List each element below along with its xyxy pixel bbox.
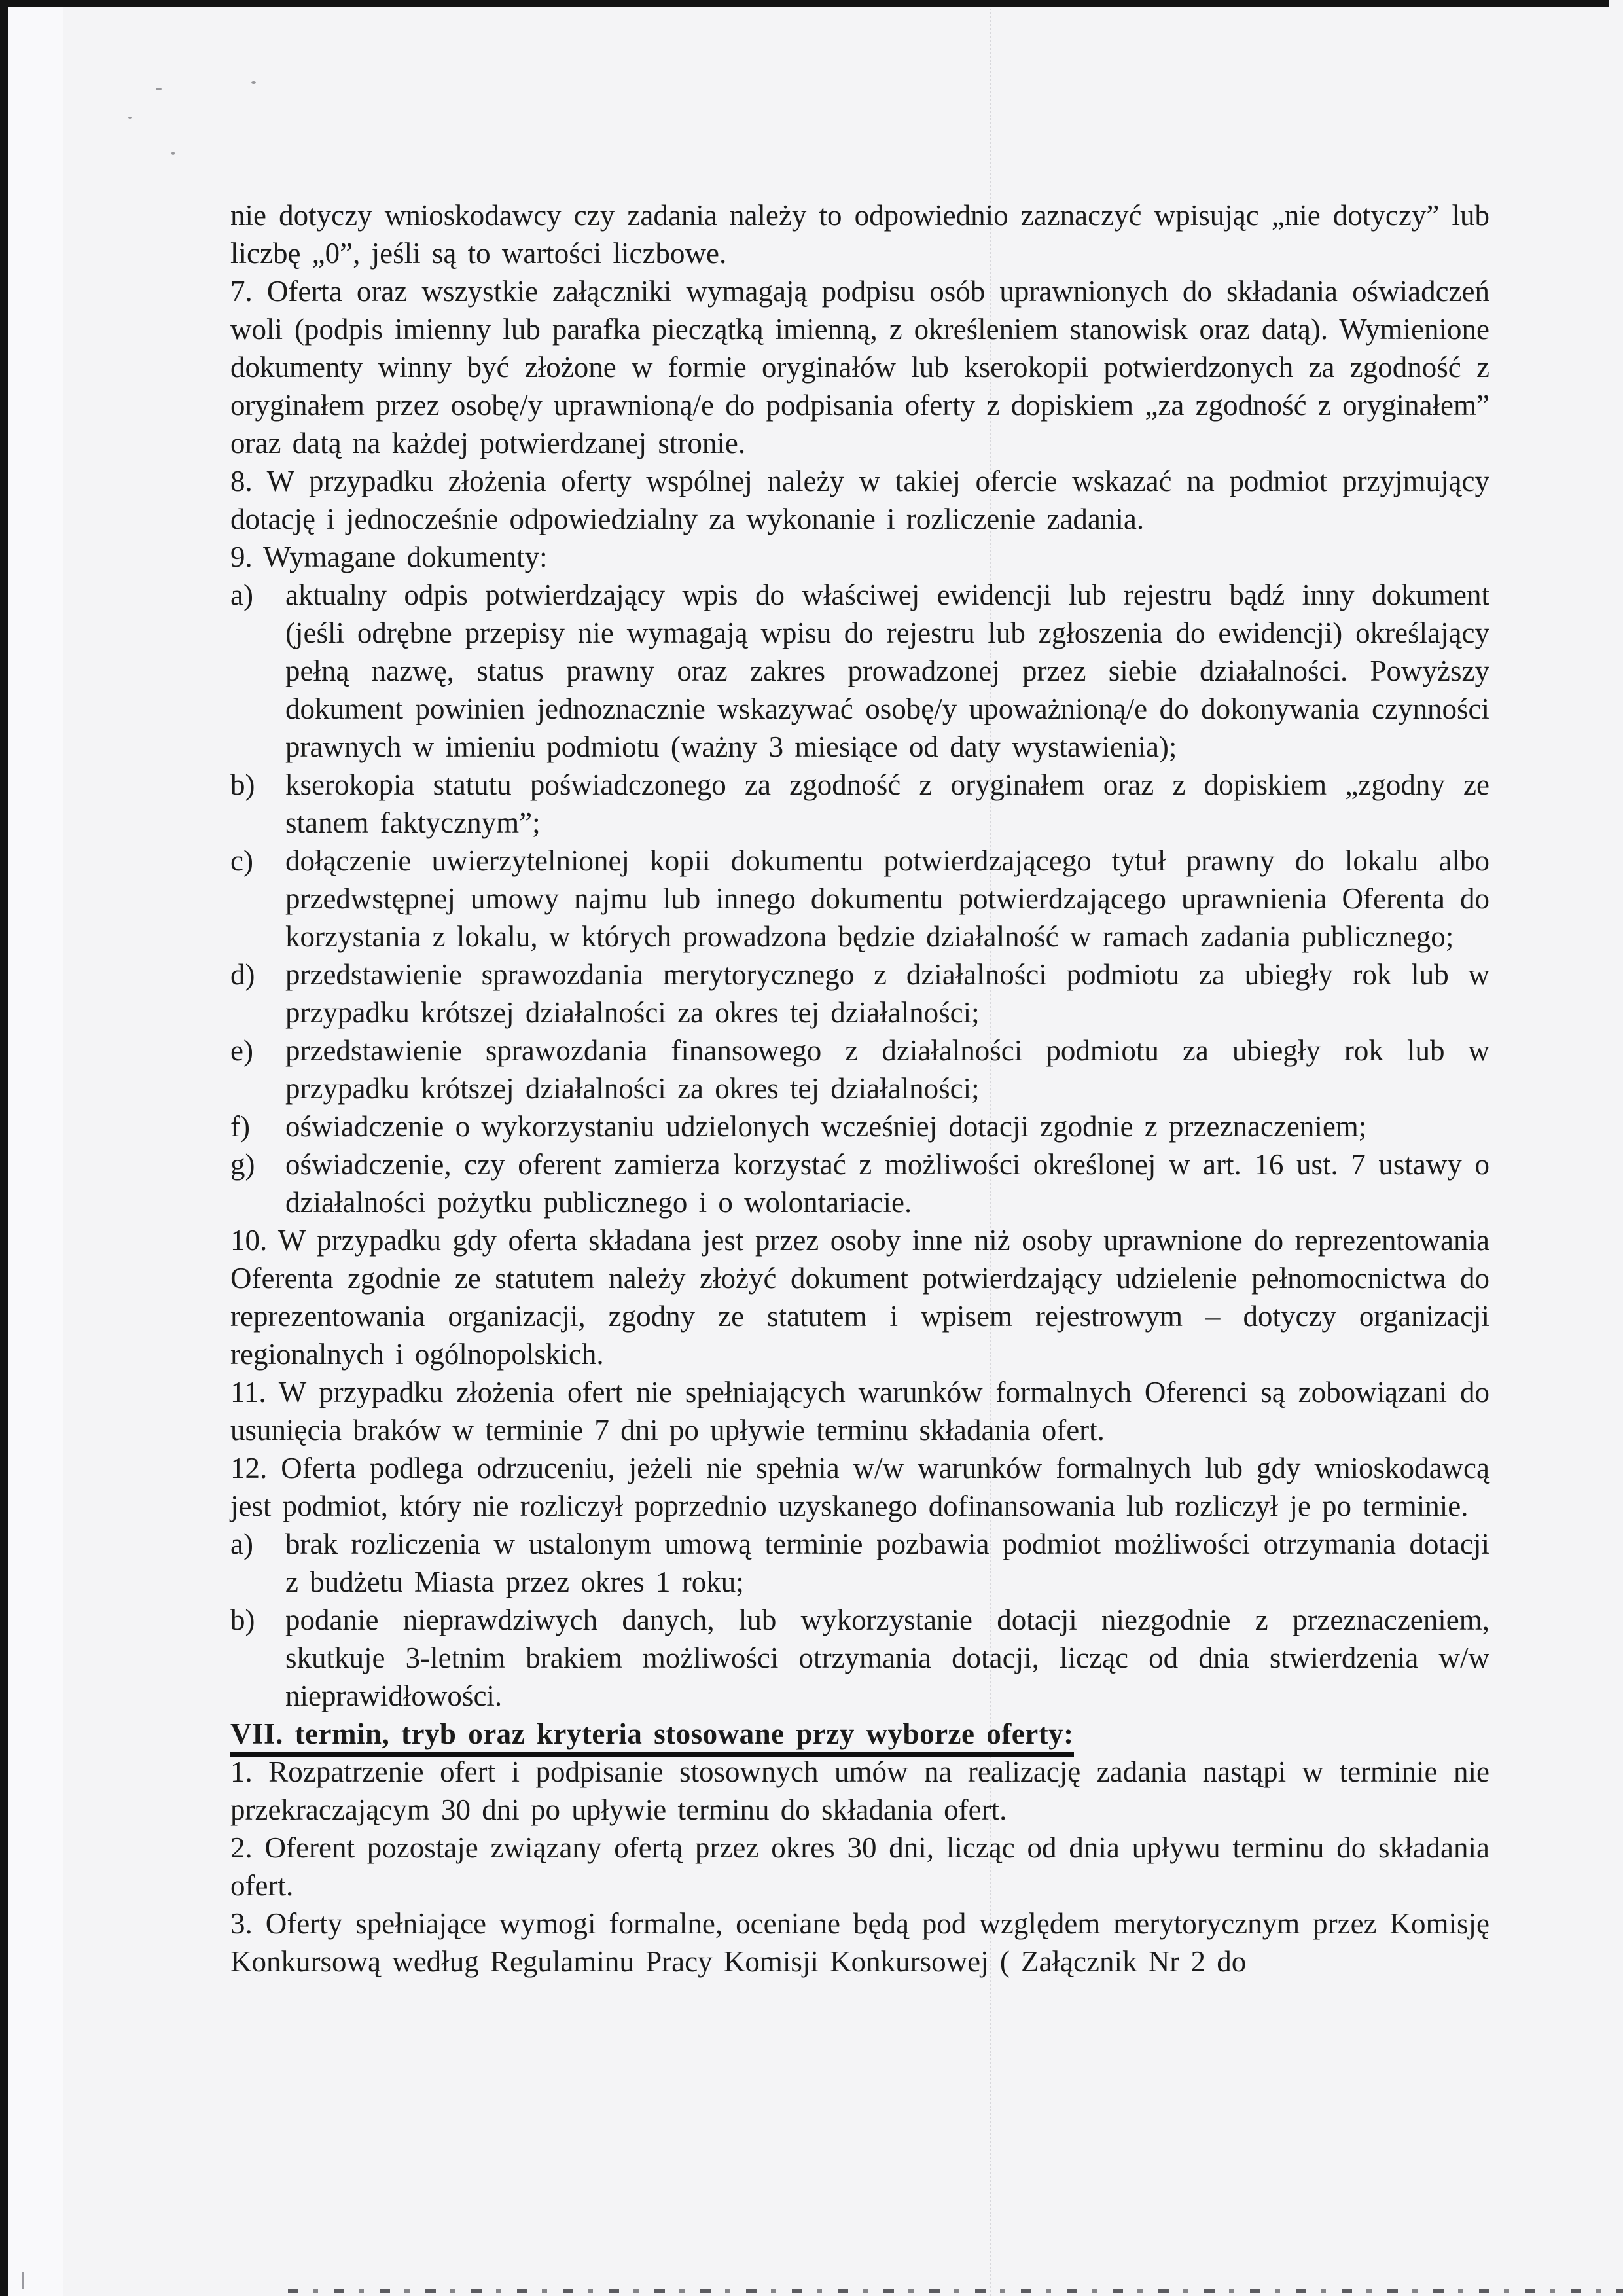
- paragraph: 3. Oferty spełniające wymogi formalne, oceniane będą pod względem merytorycznym przez Komisję Konkursową według Regulaminu Pracy Komisji Konkursowej ( Załącznik Nr 2 do: [230, 1907, 1489, 1978]
- list-marker: g): [230, 1148, 255, 1181]
- list-marker: a): [230, 1528, 253, 1560]
- list-item: d) przedstawienie sprawozdania merytorycznego z działalności podmiotu za ubiegły rok lub w przypadku krótszej działalności za okres tej działalności;: [230, 956, 1489, 1031]
- list-marker: b): [230, 768, 255, 801]
- list-marker: f): [230, 1110, 250, 1143]
- list-item: a) aktualny odpis potwierdzający wpis do właściwej ewidencji lub rejestru bądź inny dokument (jeśli odrębne przepisy nie wymagają wpisu do rejestru lub zgłoszenia do ewidencji) określający pełną nazwę, status prawny oraz zakres prowadzonej przez siebie działalności. Powyższy dokument powinien jednoznacznie wskazywać osobę/y upoważnioną/e do dokonywania czynności prawnych w imieniu podmiotu (ważny 3 miesiące od daty wystawienia);: [230, 576, 1489, 766]
- paragraph: 10. W przypadku gdy oferta składana jest przez osoby inne niż osoby uprawnione do reprezentowania Oferenta zgodnie ze statutem należy złożyć dokument potwierdzający udzielenie pełnomocnictwa do reprezentowania organizacji, zgodny ze statutem i wpisem rejestrowym – dotyczy organizacji regionalnych i ogólnopolskich.: [230, 1224, 1489, 1371]
- list-item: g) oświadczenie, czy oferent zamierza korzystać z możliwości określonej w art. 16 ust. 7 ustawy o działalności pożytku publicznego i o wolontariacie.: [230, 1145, 1489, 1221]
- scan-speck: [156, 88, 162, 90]
- scan-edge-left: [0, 0, 8, 2296]
- paragraph: 1. Rozpatrzenie ofert i podpisanie stosownych umów na realizację zadania nastąpi w terminie nie przekraczającym 30 dni po upływie terminu do składania ofert.: [230, 1755, 1489, 1826]
- scan-edge-tick: [22, 2272, 24, 2289]
- list-item: a) brak rozliczenia w ustalonym umową terminie pozbawia podmiot możliwości otrzymania dotacji z budżetu Miasta przez okres 1 roku;: [230, 1525, 1489, 1601]
- list-marker: b): [230, 1604, 255, 1636]
- section-heading-text: VII. termin, tryb oraz kryteria stosowane przy wyborze oferty:: [230, 1717, 1074, 1757]
- paragraph: 7. Oferta oraz wszystkie załączniki wymagają podpisu osób uprawnionych do składania oświadczeń woli (podpis imienny lub parafka pieczątką imienną, z określeniem stanowisk oraz datą). Wymienione dokumenty winny być złożone w formie oryginałów lub kserokopii potwierdzonych za zgodność z oryginałem przez osobę/y uprawnioną/e do podpisania oferty z dopiskiem „za zgodność z oryginałem” oraz datą na każdej potwierdzanej stronie.: [230, 275, 1489, 459]
- list-item: f) oświadczenie o wykorzystaniu udzielonych wcześniej dotacji zgodnie z przeznaczeniem;: [230, 1107, 1489, 1145]
- scan-edge-bottom: [288, 2289, 1623, 2293]
- list-marker: a): [230, 579, 253, 611]
- list-item: b) kserokopia statutu poświadczonego za zgodność z oryginałem oraz z dopiskiem „zgodny ze stanem faktycznym”;: [230, 766, 1489, 842]
- text-block: [230, 196, 1489, 1981]
- paragraph: 8. W przypadku złożenia oferty wspólnej należy w takiej ofercie wskazać na podmiot przyjmujący dotację i jednocześnie odpowiedzialny za wykonanie i rozliczenie zadania.: [230, 465, 1489, 535]
- list-marker: d): [230, 958, 255, 991]
- list-marker: e): [230, 1034, 253, 1067]
- scan-speck: [128, 117, 132, 119]
- list-item: e) przedstawienie sprawozdania finansowego z działalności podmiotu za ubiegły rok lub w przypadku krótszej działalności za okres tej działalności;: [230, 1031, 1489, 1107]
- list-item: c) dołączenie uwierzytelnionej kopii dokumentu potwierdzającego tytuł prawny do lokalu albo przedwstępnej umowy najmu lub innego dokumentu potwierdzającego uprawnienia Oferenta do korzystania z lokalu, w których prowadzona będzie działalność w ramach zadania publicznego;: [230, 842, 1489, 956]
- list-item: b) podanie nieprawdziwych danych, lub wykorzystanie dotacji niezgodnie z przeznaczeniem, skutkuje 3-letnim brakiem możliwości otrzymania dotacji, licząc od dnia stwierdzenia w/w nieprawidłowości.: [230, 1601, 1489, 1715]
- paragraph: 12. Oferta podlega odrzuceniu, jeżeli nie spełnia w/w warunków formalnych lub gdy wnioskodawcą jest podmiot, który nie rozliczył poprzednio uzyskanego dofinansowania lub rozliczył je po terminie.: [230, 1452, 1489, 1522]
- section-heading: [230, 1715, 1489, 1753]
- paragraph: 2. Oferent pozostaje związany ofertą przez okres 30 dni, licząc od dnia upływu terminu do składania ofert.: [230, 1831, 1489, 1902]
- scan-speck: [251, 81, 256, 84]
- scan-speck: [171, 152, 175, 155]
- paragraph: 9. Wymagane dokumenty:: [230, 541, 548, 573]
- paragraph: 11. W przypadku złożenia ofert nie spełniających warunków formalnych Oferenci są zobowiązani do usunięcia braków w terminie 7 dni po upływie terminu składania ofert.: [230, 1376, 1489, 1446]
- list-marker: c): [230, 844, 253, 877]
- scan-page-edge-band: [8, 7, 63, 2296]
- paragraph: nie dotyczy wnioskodawcy czy zadania należy to odpowiednio zaznaczyć wpisując „nie dotyczy” lub liczbę „0”, jeśli są to wartości liczbowe.: [230, 199, 1489, 270]
- scan-edge-top: [0, 0, 1609, 7]
